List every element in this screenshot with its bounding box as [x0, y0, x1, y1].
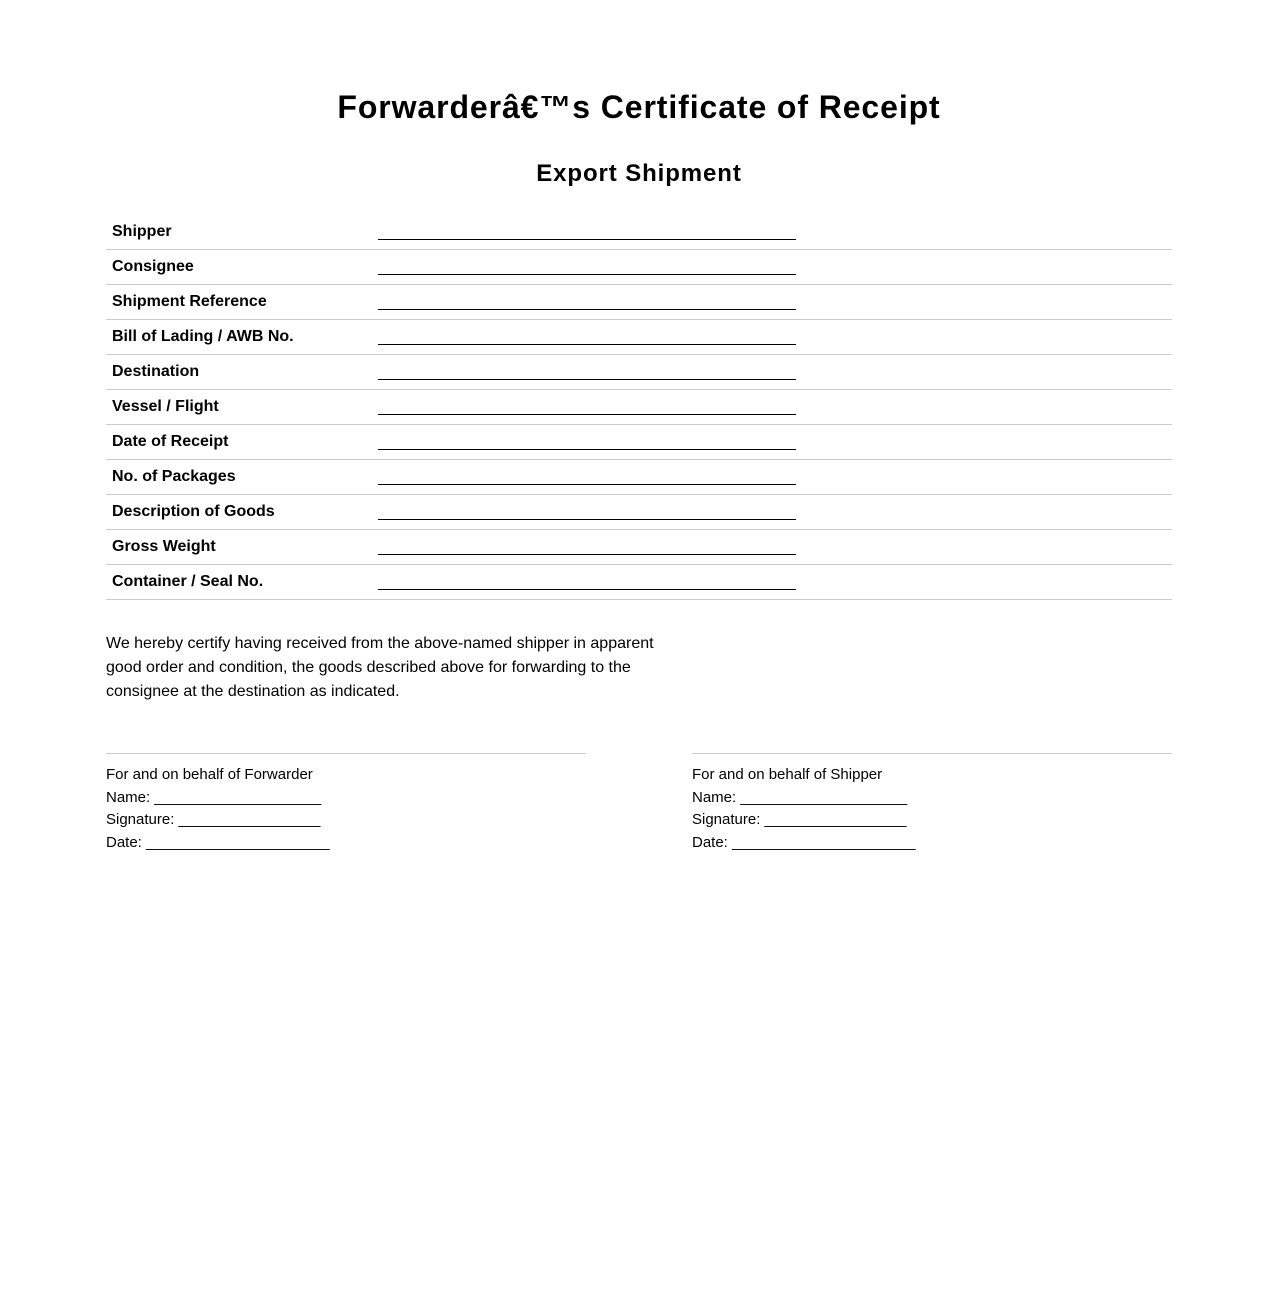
shipper-signature-block: [692, 753, 1172, 854]
field-label: Bill of Lading / AWB No.: [112, 328, 294, 345]
shipper-date-field[interactable]: Date: ______________________: [692, 833, 916, 851]
document-title: Forwarderâ€™s Certificate of Receipt: [337, 89, 941, 125]
forwarder-heading: For and on behalf of Forwarder: [106, 766, 313, 783]
field-label: Description of Goods: [112, 503, 275, 520]
field-row-shipper: [106, 215, 1172, 250]
field-row-gross-weight: [106, 530, 1172, 565]
shipper-name-field[interactable]: Name: ____________________: [692, 788, 908, 806]
vessel-flight-blank-line[interactable]: [378, 414, 796, 415]
field-row-description-of-goods: [106, 495, 1172, 530]
field-row-no-of-packages: [106, 460, 1172, 495]
field-label: Shipper: [112, 223, 172, 240]
field-row-consignee: [106, 250, 1172, 285]
field-label: Container / Seal No.: [112, 573, 264, 590]
shipper-signature-field[interactable]: Signature: _________________: [692, 811, 907, 828]
shipment-fields: [106, 215, 1172, 600]
field-label: No. of Packages: [112, 468, 236, 485]
shipment-reference-blank-line[interactable]: [378, 309, 796, 310]
field-row-bill-of-lading: [106, 320, 1172, 355]
shipper-blank-line[interactable]: [378, 239, 796, 240]
shipper-heading: For and on behalf of Shipper: [692, 766, 883, 783]
field-row-shipment-reference: [106, 285, 1172, 320]
forwarder-name-field[interactable]: Name: ____________________: [106, 788, 322, 806]
field-label: Shipment Reference: [112, 293, 267, 310]
document-subtitle: Export Shipment: [536, 160, 742, 187]
forwarder-signature-block: [106, 753, 586, 854]
destination-blank-line[interactable]: [378, 379, 796, 380]
field-row-date-of-receipt: [106, 425, 1172, 460]
field-row-vessel-flight: [106, 390, 1172, 425]
description-of-goods-blank-line[interactable]: [378, 519, 796, 520]
field-label: Destination: [112, 363, 200, 380]
field-label: Consignee: [112, 258, 194, 275]
field-label: Vessel / Flight: [112, 398, 219, 415]
bill-of-lading-blank-line[interactable]: [378, 344, 796, 345]
gross-weight-blank-line[interactable]: [378, 554, 796, 555]
date-of-receipt-blank-line[interactable]: [378, 449, 796, 450]
field-row-container-seal: [106, 565, 1172, 600]
no-of-packages-blank-line[interactable]: [378, 484, 796, 485]
field-row-destination: [106, 355, 1172, 390]
consignee-blank-line[interactable]: [378, 274, 796, 275]
forwarder-signature-field[interactable]: Signature: _________________: [106, 811, 321, 828]
forwarder-date-field[interactable]: Date: ______________________: [106, 833, 330, 851]
certification-statement: We hereby certify having received from the above-named shipper in apparent good order and condition, the goods described above for forwarding to the consignee at the destination as indicated.: [106, 635, 654, 700]
field-label: Date of Receipt: [112, 433, 229, 450]
field-label: Gross Weight: [112, 538, 216, 555]
container-seal-blank-line[interactable]: [378, 589, 796, 590]
